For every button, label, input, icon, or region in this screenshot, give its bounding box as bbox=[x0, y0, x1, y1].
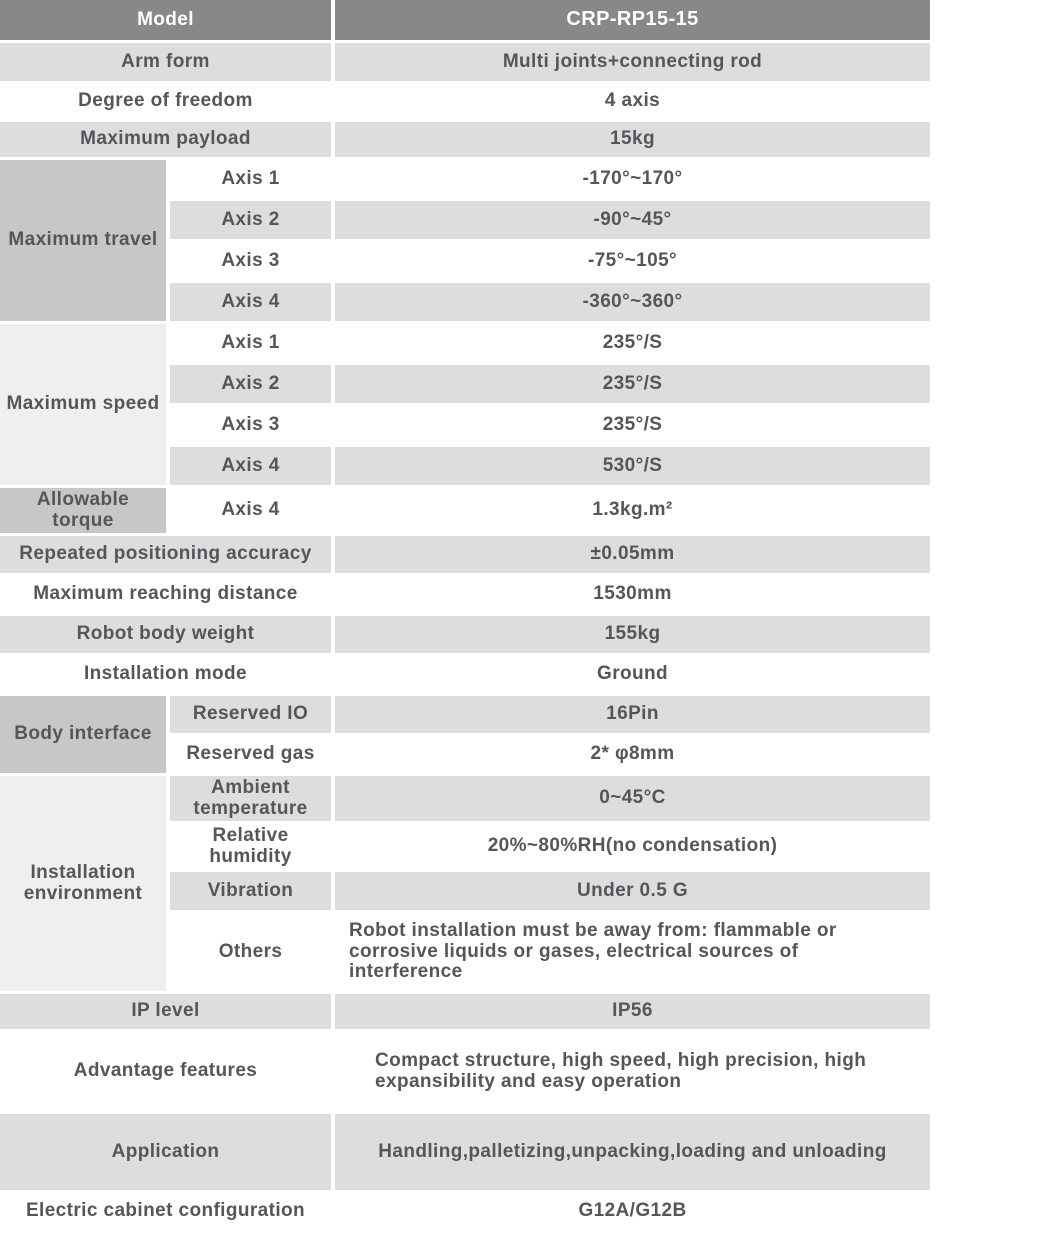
axis-label: Axis 4 bbox=[170, 447, 331, 485]
row-label: Advantage features bbox=[0, 1032, 331, 1111]
axis-label: Axis 1 bbox=[170, 160, 331, 198]
group-label-body-interface: Body interface bbox=[0, 696, 166, 773]
group-label-allowable-torque: Allowable torque bbox=[0, 488, 166, 533]
axis-label: Axis 3 bbox=[170, 406, 331, 444]
table-row-robot-body-weight bbox=[0, 616, 930, 653]
table-row-degree-of-freedom bbox=[0, 84, 930, 119]
table-row-arm-form bbox=[0, 43, 930, 81]
row-label: Degree of freedom bbox=[0, 84, 331, 119]
table-row-torque-axis4 bbox=[0, 488, 930, 533]
row-value: -75°~105° bbox=[335, 242, 930, 280]
axis-label: Axis 3 bbox=[170, 242, 331, 280]
table-row-installation-mode bbox=[0, 656, 930, 693]
sub-label: Ambient temperature bbox=[170, 776, 331, 821]
sub-label: Relative humidity bbox=[170, 824, 331, 869]
row-value: 20%~80%RH(no condensation) bbox=[335, 824, 930, 869]
table-row-maximum-reaching-distance bbox=[0, 576, 930, 613]
sub-label: Reserved IO bbox=[170, 696, 331, 733]
group-label-installation-environment: Installation environment bbox=[0, 776, 166, 991]
row-value: 0~45°C bbox=[335, 776, 930, 821]
table-row-reserved-io bbox=[0, 696, 930, 733]
model-header-label: Model bbox=[0, 0, 331, 40]
row-value: Compact structure, high speed, high precision, high expansibility and easy operation bbox=[335, 1032, 930, 1111]
sub-label: Reserved gas bbox=[170, 736, 331, 773]
table-row-model bbox=[0, 0, 930, 40]
row-label: IP level bbox=[0, 994, 331, 1029]
table-row-speed-axis1 bbox=[0, 324, 930, 362]
row-value: 530°/S bbox=[335, 447, 930, 485]
table-row-maximum-payload bbox=[0, 122, 930, 157]
row-value: Under 0.5 G bbox=[335, 872, 930, 910]
row-value: 1.3kg.m² bbox=[335, 488, 930, 533]
row-value: Ground bbox=[335, 656, 930, 693]
row-value: Handling,palletizing,unpacking,loading and unloading bbox=[335, 1114, 930, 1190]
sub-label: Others bbox=[170, 913, 331, 991]
axis-label: Axis 4 bbox=[170, 488, 331, 533]
row-label: Maximum reaching distance bbox=[0, 576, 331, 613]
row-label: Arm form bbox=[0, 43, 331, 81]
row-value: Robot installation must be away from: flammable or corrosive liquids or gases, electrical sources of interference bbox=[335, 913, 930, 991]
table-row-advantage-features bbox=[0, 1032, 930, 1111]
group-label-maximum-travel: Maximum travel bbox=[0, 160, 166, 321]
model-header-value: CRP-RP15-15 bbox=[335, 0, 930, 40]
row-value: 2* φ8mm bbox=[335, 736, 930, 773]
row-value: 15kg bbox=[335, 122, 930, 157]
table-row-travel-axis1 bbox=[0, 160, 930, 198]
row-label: Maximum payload bbox=[0, 122, 331, 157]
axis-label: Axis 2 bbox=[170, 201, 331, 239]
row-value: 235°/S bbox=[335, 365, 930, 403]
row-value: -360°~360° bbox=[335, 283, 930, 321]
table-row-electric-cabinet-configuration bbox=[0, 1193, 930, 1230]
table-row-ip-level bbox=[0, 994, 930, 1029]
sub-label: Vibration bbox=[170, 872, 331, 910]
row-value: 4 axis bbox=[335, 84, 930, 119]
row-value: 235°/S bbox=[335, 324, 930, 362]
row-value: G12A/G12B bbox=[335, 1193, 930, 1230]
row-value: ±0.05mm bbox=[335, 536, 930, 573]
axis-label: Axis 2 bbox=[170, 365, 331, 403]
table-row-application bbox=[0, 1114, 930, 1190]
row-label: Electric cabinet configuration bbox=[0, 1193, 331, 1230]
row-value: 16Pin bbox=[335, 696, 930, 733]
row-label: Repeated positioning accuracy bbox=[0, 536, 331, 573]
row-value: Multi joints+connecting rod bbox=[335, 43, 930, 81]
group-label-maximum-speed: Maximum speed bbox=[0, 324, 166, 485]
row-label: Installation mode bbox=[0, 656, 331, 693]
row-value: -90°~45° bbox=[335, 201, 930, 239]
row-value: 235°/S bbox=[335, 406, 930, 444]
axis-label: Axis 1 bbox=[170, 324, 331, 362]
table-row-ambient-temperature bbox=[0, 776, 930, 821]
row-value: -170°~170° bbox=[335, 160, 930, 198]
row-value: 155kg bbox=[335, 616, 930, 653]
row-value: IP56 bbox=[335, 994, 930, 1029]
row-value: 1530mm bbox=[335, 576, 930, 613]
row-label: Robot body weight bbox=[0, 616, 331, 653]
row-label: Application bbox=[0, 1114, 331, 1190]
table-row-repeated-positioning-accuracy bbox=[0, 536, 930, 573]
axis-label: Axis 4 bbox=[170, 283, 331, 321]
